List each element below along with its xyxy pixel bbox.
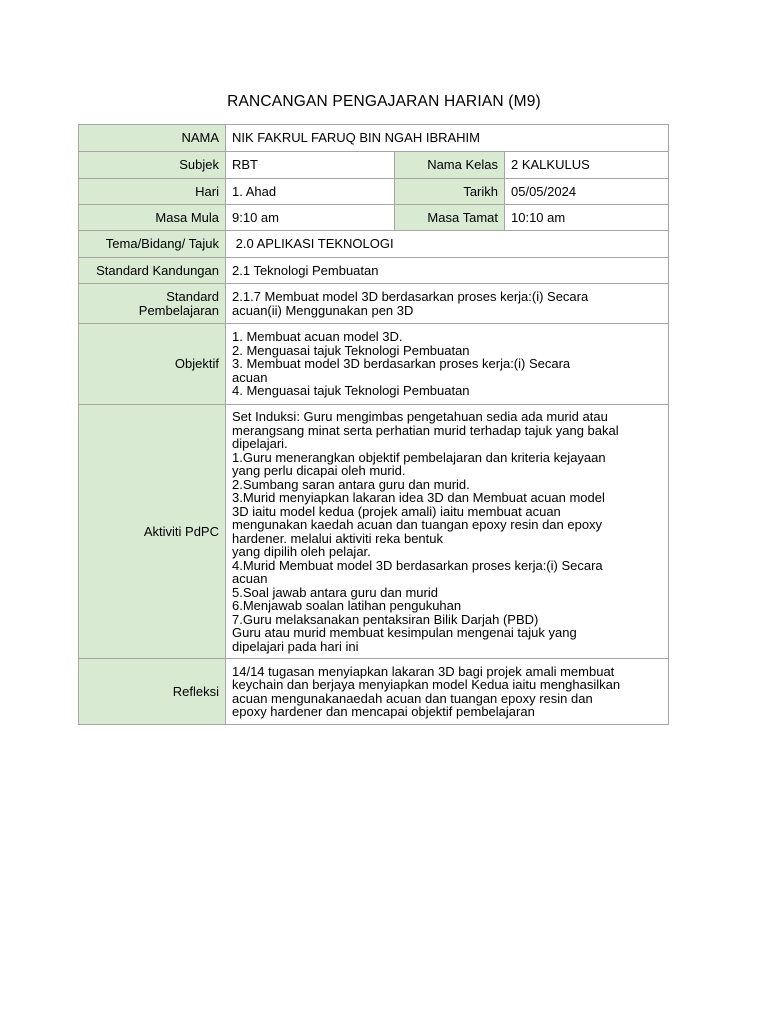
label-refleksi: Refleksi <box>79 659 226 725</box>
row-aktiviti <box>79 405 669 659</box>
value-aktiviti <box>226 405 669 659</box>
value-standard-pembelajaran <box>226 284 669 324</box>
value-masa-mula: 9:10 am <box>226 205 395 231</box>
text-line: Set Induksi: Guru mengimbas pengetahuan sedia ada murid atau <box>232 409 608 424</box>
text-line: acuan(ii) Menggunakan pen 3D <box>232 302 414 318</box>
row-refleksi <box>79 659 669 725</box>
value-nama-kelas: 2 KALKULUS <box>505 152 669 179</box>
row-hari <box>79 179 669 205</box>
text-line: acuan <box>232 369 268 385</box>
label-standard-kandungan: Standard Kandungan <box>79 258 226 284</box>
label-line: Standard <box>166 289 219 304</box>
text-line: mengunakan kaedah acuan dan tuangan epoxy resin dan epoxy <box>232 517 603 532</box>
text-line: 1. Membuat acuan model 3D. <box>232 329 403 345</box>
text-line: 2. Menguasai tajuk Teknologi Pembuatan <box>232 342 470 358</box>
value-tema: 2.0 APLIKASI TEKNOLOGI <box>226 231 669 258</box>
value-refleksi <box>226 659 669 725</box>
value-objektif <box>226 324 669 405</box>
text-line: 7.Guru melaksanakan pentaksiran Bilik Darjah (PBD) <box>232 611 539 627</box>
label-subjek: Subjek <box>79 152 226 179</box>
label-objektif: Objektif <box>79 324 226 405</box>
label-nama: NAMA <box>79 125 226 152</box>
text-line: 1.Guru menerangkan objektif pembelajaran dan kriteria kejayaan <box>232 449 606 465</box>
text-line: keychain dan berjaya menyiapkan model Kedua iaitu menghasilkan <box>232 677 621 692</box>
text-line: acuan <box>232 571 268 586</box>
text-line: 3. Membuat model 3D berdasarkan proses kerja:(i) Secara <box>232 356 571 372</box>
text-line: epoxy hardener dan mencapai objektif pembelajaran <box>232 704 535 719</box>
row-standard-pembelajaran <box>79 284 669 324</box>
label-tarikh: Tarikh <box>395 179 505 205</box>
row-subjek <box>79 152 669 179</box>
text-line: 4. Menguasai tajuk Teknologi Pembuatan <box>232 383 470 399</box>
text-line: 3D iaitu model kedua (projek amali) iaitu membuat acuan <box>232 503 561 519</box>
page-title: RANCANGAN PENGAJARAN HARIAN (M9) <box>227 93 541 110</box>
text-line: hardener. melalui aktiviti reka bentuk <box>232 530 444 546</box>
value-standard-kandungan: 2.1 Teknologi Pembuatan <box>226 258 669 284</box>
label-aktiviti: Aktiviti PdPC <box>79 405 226 659</box>
text-line: 5.Soal jawab antara guru dan murid <box>232 584 438 600</box>
text-line: 2.1.7 Membuat model 3D berdasarkan proses kerja:(i) Secara <box>232 289 589 304</box>
text-line: 4.Murid Membuat model 3D berdasarkan proses kerja:(i) Secara <box>232 557 603 573</box>
label-nama-kelas: Nama Kelas <box>395 152 505 179</box>
row-nama <box>79 125 669 152</box>
text-line: Guru atau murid membuat kesimpulan mengenai tajuk yang <box>232 625 577 640</box>
label-hari: Hari <box>79 179 226 205</box>
text-line: acuan mengunakanaedah acuan dan tuangan epoxy resin dan <box>232 690 593 706</box>
row-standard-kandungan <box>79 258 669 284</box>
text-line: merangsang minat serta perhatian murid terhadap tajuk yang bakal <box>232 422 619 438</box>
label-masa-tamat: Masa Tamat <box>395 205 505 231</box>
text-line: dipelajari pada hari ini <box>232 638 359 654</box>
text-line: 2.Sumbang saran antara guru dan murid. <box>232 476 470 492</box>
text-line: 6.Menjawab soalan latihan pengukuhan <box>232 598 462 613</box>
label-line: Pembelajaran <box>138 302 219 318</box>
lesson-plan-table <box>78 124 669 725</box>
value-hari: 1. Ahad <box>226 179 395 205</box>
label-standard-pembelajaran <box>79 284 226 324</box>
text-line: yang dipilih oleh pelajar. <box>232 544 371 559</box>
row-tema <box>79 231 669 258</box>
text-line: 3.Murid menyiapkan lakaran idea 3D dan Membuat acuan model <box>232 490 605 505</box>
value-nama: NIK FAKRUL FARUQ BIN NGAH IBRAHIM <box>226 125 669 152</box>
row-objektif <box>79 324 669 405</box>
label-tema: Tema/Bidang/ Tajuk <box>79 231 226 258</box>
text-line: dipelajari. <box>232 436 288 451</box>
label-masa-mula: Masa Mula <box>79 205 226 231</box>
row-masa <box>79 205 669 231</box>
text-line: 14/14 tugasan menyiapkan lakaran 3D bagi projek amali membuat <box>232 663 615 679</box>
value-tarikh: 05/05/2024 <box>505 179 669 205</box>
text-line: yang perlu dicapai oleh murid. <box>232 463 406 478</box>
value-subjek: RBT <box>226 152 395 179</box>
value-masa-tamat: 10:10 am <box>505 205 669 231</box>
